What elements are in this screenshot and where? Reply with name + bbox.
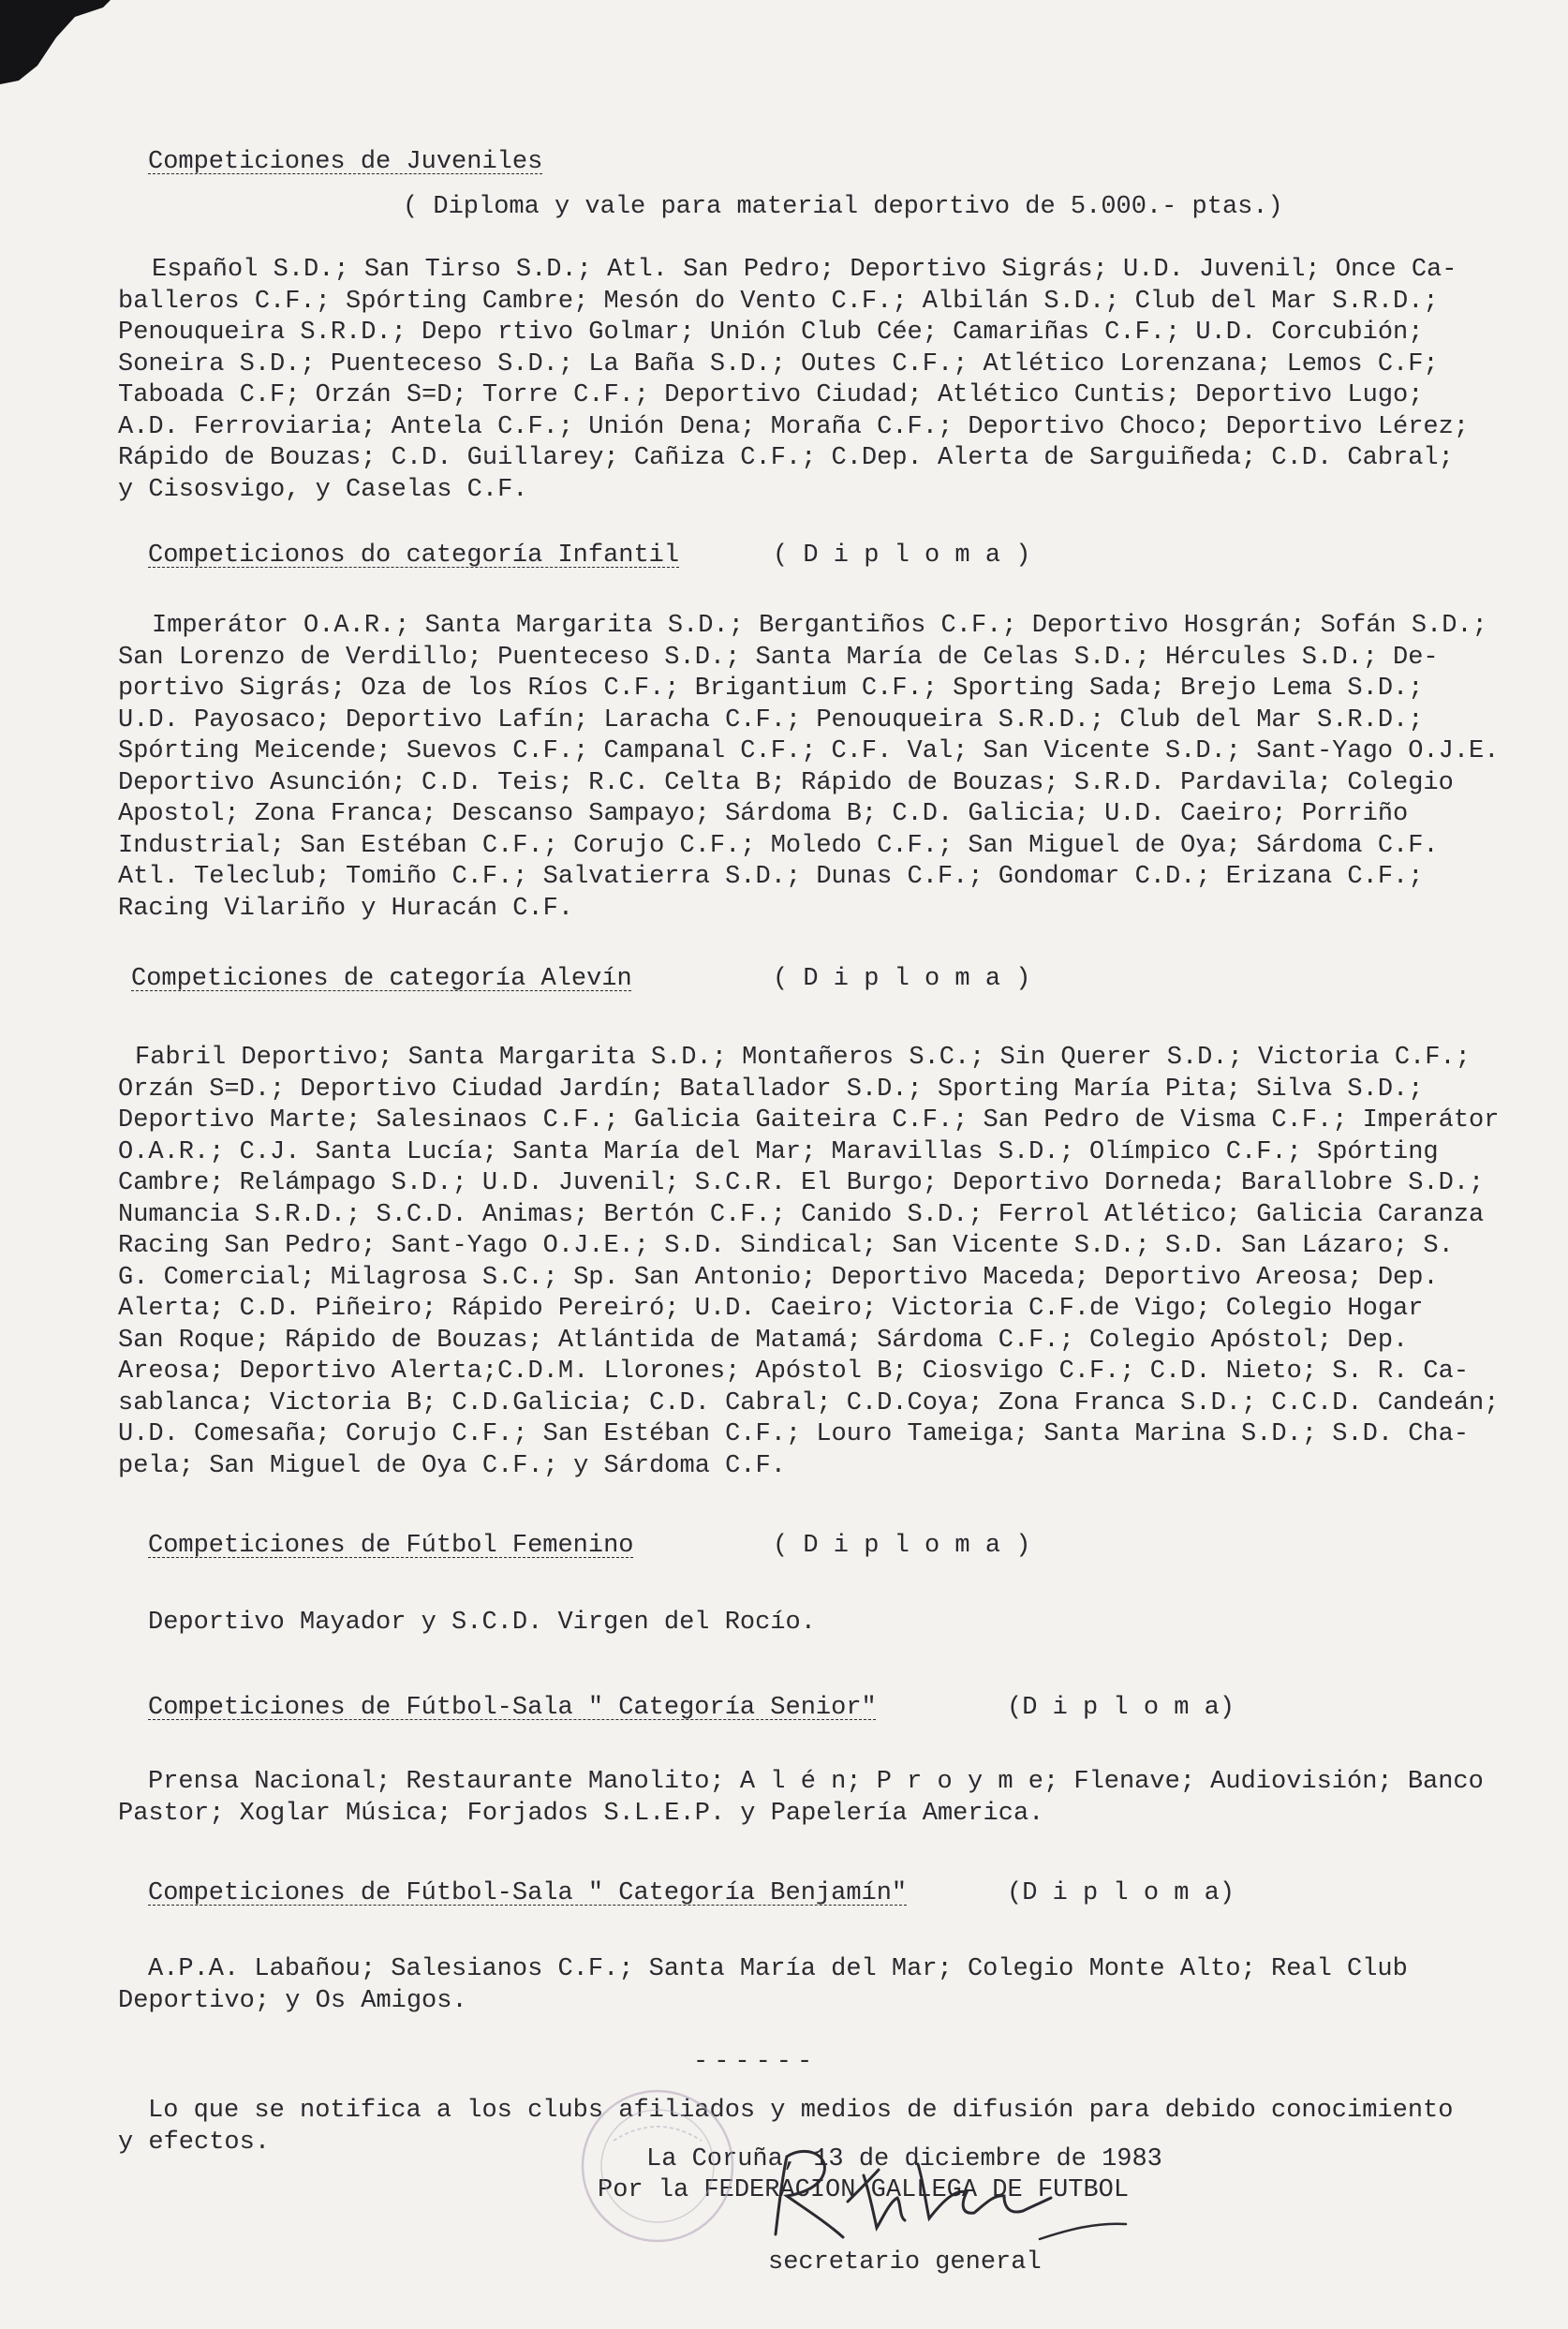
list-line: Deportivo Marte; Salesinaos C.F.; Galicia Gaiteira C.F.; San Pedro de Visma C.F.; Imperátor xyxy=(118,1106,1500,1135)
list-line: O.A.R.; C.J. Santa Lucía; Santa María del Mar; Maravillas S.D.; Olímpico C.F.; Spórting xyxy=(118,1137,1439,1166)
list-line: Penouqueira S.R.D.; Depo rtivo Golmar; Unión Club Cée; Camariñas C.F.; U.D. Corcubión; xyxy=(118,319,1424,347)
club-list-sala-senior xyxy=(118,1767,1484,1830)
list-line: San Lorenzo de Verdillo; Puenteceso S.D.; Santa María de Celas S.D.; Hércules S.D.; De- xyxy=(118,643,1439,672)
heading-femenino: Competiciones de Fútbol Femenino xyxy=(148,1532,634,1560)
list-line: Prensa Nacional; Restaurante Manolito; A l é n; P r o y m e; Flenave; Audiovisión; Banco xyxy=(148,1768,1484,1796)
closing-line: Lo que se notifica a los clubs afiliados y medios de difusión para debido conocimiento xyxy=(148,2097,1454,2125)
club-list-sala-benjamin xyxy=(118,1954,1408,2017)
list-line: portivo Sigrás; Oza de los Ríos C.F.; Brigantium C.F.; Sporting Sada; Brejo Lema S.D.; xyxy=(118,675,1424,703)
signatory-title: secretario general xyxy=(768,2248,1042,2277)
federation-stamp xyxy=(576,2084,740,2248)
closing-line: y efectos. xyxy=(118,2128,271,2157)
separator: ------ xyxy=(693,2048,819,2076)
list-line: balleros C.F.; Spórting Cambre; Mesón do Vento C.F.; Albilán S.D.; Club del Mar S.R.D.; xyxy=(118,287,1439,316)
list-line: Soneira S.D.; Puenteceso S.D.; La Baña S.D.; Outes C.F.; Atlético Lorenzana; Lemos C.F; xyxy=(118,349,1439,378)
list-line: Areosa; Deportivo Alerta;C.D.M. Llorones; Apóstol B; Ciosvigo C.F.; C.D. Nieto; S. R. Ca- xyxy=(118,1357,1470,1386)
list-line: Deportivo; y Os Amigos. xyxy=(118,1986,467,2015)
list-line: Numancia S.R.D.; S.C.D. Animas; Bertón C.F.; Canido S.D.; Ferrol Atlético; Galicia Caranza xyxy=(118,1200,1485,1229)
list-line: San Roque; Rápido de Bouzas; Atlántida de Matamá; Sárdoma C.F.; Colegio Apóstol; Dep. xyxy=(118,1326,1409,1355)
list-line: Cambre; Relámpago S.D.; U.D. Juvenil; S.C.R. El Burgo; Deportivo Dorneda; Barallobre S.D.; xyxy=(118,1169,1485,1197)
place-date: La Coruña, 13 de diciembre de 1983 xyxy=(646,2145,1162,2173)
club-list-juveniles xyxy=(118,255,1469,506)
list-line: Pastor; Xoglar Música; Forjados S.L.E.P. y Papelería America. xyxy=(118,1799,1044,1828)
list-line: Alerta; C.D. Piñeiro; Rápido Pereiró; U.D. Caeiro; Victoria C.F.de Vigo; Colegio Hogar xyxy=(118,1295,1424,1323)
federation-line: Por la FEDERACION GALLEGA DE FUTBOL xyxy=(598,2176,1130,2204)
list-line: Deportivo Asunción; C.D. Teis; R.C. Celta B; Rápido de Bouzas; S.R.D. Pardavila; Colegio xyxy=(118,768,1454,797)
list-line: Español S.D.; San Tirso S.D.; Atl. San Pedro; Deportivo Sigrás; U.D. Juvenil; Once Ca- xyxy=(152,256,1457,284)
list-line: A.P.A. Labañou; Salesianos C.F.; Santa María del Mar; Colegio Monte Alto; Real Club xyxy=(148,1955,1408,1983)
list-line: y Cisosvigo, y Caselas C.F. xyxy=(118,475,528,504)
list-line: Apostol; Zona Franca; Descanso Sampayo; Sárdoma B; C.D. Galicia; U.D. Caeiro; Porriño xyxy=(118,800,1409,828)
list-line: Atl. Teleclub; Tomiño C.F.; Salvatierra S.D.; Dunas C.F.; Gondomar C.D.; Erizana C.F.; xyxy=(118,863,1424,891)
list-line: Imperátor O.A.R.; Santa Margarita S.D.; Bergantiños C.F.; Deportivo Hosgrán; Sofán S.D.; xyxy=(152,612,1487,640)
list-line: Industrial; San Estéban C.F.; Corujo C.F.; Moledo C.F.; San Miguel de Oya; Sárdoma C.F. xyxy=(118,831,1439,860)
handwritten-signature xyxy=(759,2136,1143,2267)
heading-infantil: Competicionos do categoría Infantil xyxy=(148,541,680,570)
ink-corner-mark xyxy=(0,0,112,84)
list-line: sablanca; Victoria B; C.D.Galicia; C.D. Cabral; C.D.Coya; Zona Franca S.D.; C.C.D. Candeán; xyxy=(118,1388,1500,1417)
list-line: Rápido de Bouzas; C.D. Guillarey; Cañiza C.F.; C.Dep. Alerta de Sarguiñeda; C.D. Cabral; xyxy=(118,444,1454,472)
list-line: Racing Vilariño y Huracán C.F. xyxy=(118,894,574,923)
list-line: Spórting Meicende; Suevos C.F.; Campanal C.F.; C.F. Val; San Vicente S.D.; Sant-Yago O.J.E. xyxy=(118,737,1500,765)
list-line: Racing San Pedro; Sant-Yago O.J.E.; S.D. Sindical; San Vicente S.D.; S.D. San Lázaro; S. xyxy=(118,1232,1454,1260)
award-sala-senior: (D i p l o m a) xyxy=(1007,1694,1235,1722)
list-line: G. Comercial; Milagrosa S.C.; Sp. San Antonio; Deportivo Maceda; Deportivo Areosa; Dep. xyxy=(118,1263,1439,1292)
award-alevin: ( D i p l o m a ) xyxy=(773,965,1031,993)
heading-sala-senior: Competiciones de Fútbol-Sala " Categoría Senior" xyxy=(148,1694,877,1722)
club-list-femenino: Deportivo Mayador y S.C.D. Virgen del Rocío. xyxy=(148,1609,816,1637)
list-line: Fabril Deportivo; Santa Margarita S.D.; Montañeros S.C.; Sin Querer S.D.; Victoria C.F.; xyxy=(135,1044,1471,1072)
club-list-infantil xyxy=(118,611,1499,925)
list-line: Taboada C.F; Orzán S=D; Torre C.F.; Deportivo Ciudad; Atlético Cuntis; Deportivo Lugo; xyxy=(118,381,1424,409)
club-list-alevin xyxy=(118,1043,1499,1482)
list-line: Orzán S=D.; Deportivo Ciudad Jardín; Batallador S.D.; Sporting María Pita; Silva S.D.; xyxy=(118,1075,1424,1104)
list-line: U.D. Payosaco; Deportivo Lafín; Laracha C.F.; Penouqueira S.R.D.; Club del Mar S.R.D.; xyxy=(118,705,1424,734)
list-line: U.D. Comesaña; Corujo C.F.; San Estéban C.F.; Louro Tameiga; Santa Marina S.D.; S.D. Cha- xyxy=(118,1420,1470,1448)
list-line: pela; San Miguel de Oya C.F.; y Sárdoma C.F. xyxy=(118,1451,786,1480)
list-line: A.D. Ferroviaria; Antela C.F.; Unión Dena; Moraña C.F.; Deportivo Choco; Deportivo Lérez; xyxy=(118,412,1470,441)
heading-alevin: Competiciones de categoría Alevín xyxy=(131,965,632,993)
award-sala-benjamin: (D i p l o m a) xyxy=(1007,1879,1235,1907)
heading-sala-benjamin: Competiciones de Fútbol-Sala " Categoría Benjamín" xyxy=(148,1879,908,1907)
award-femenino: ( D i p l o m a ) xyxy=(773,1532,1031,1560)
heading-juveniles: Competiciones de Juveniles xyxy=(148,148,543,176)
award-infantil: ( D i p l o m a ) xyxy=(773,541,1031,570)
award-juveniles: ( Diploma y vale para material deportivo de 5.000.- ptas.) xyxy=(403,193,1283,221)
